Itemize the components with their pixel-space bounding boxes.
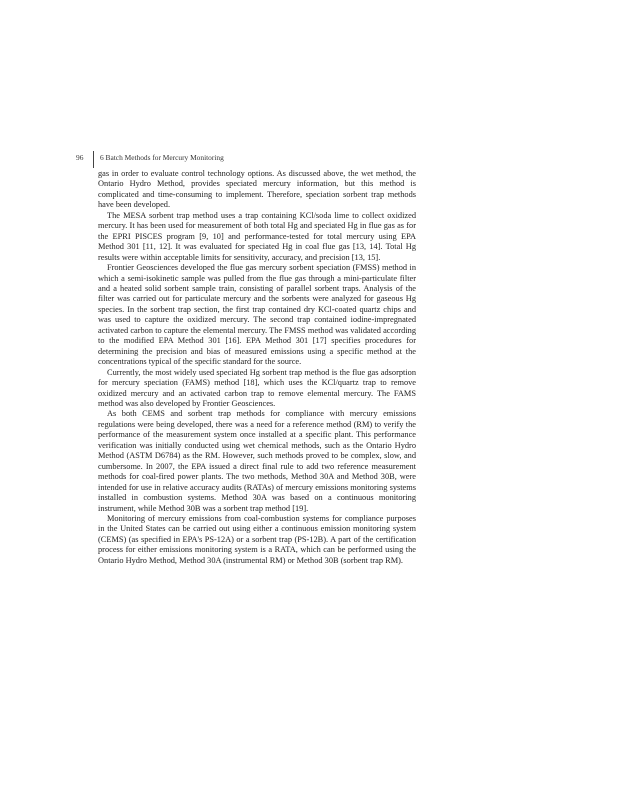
paragraph: Frontier Geosciences developed the flue gas mercury sorbent speciation (FMSS) method in which a semi-isokinetic sample was pulled from the flue gas through a mini-particulate filter and a heated solid sorbent sample train, consisting of parallel sorbent traps. Analysis of the filter was carried out for particulate mercury and the sorbents were analyzed for gaseous Hg species. In the sorbent trap section, the first trap contained dry KCl-coated quartz chips and was used to capture the oxidized mercury. The second trap contained iodine-impregnated activated carbon to capture the elemental mercury. The FMSS method was validated according to the modified EPA Method 301 [16]. EPA Method 301 [17] specifies procedures for determining the precision and bias of measured emissions using a specific method at the concentrations typical of the specific standard for the source. (98, 263, 416, 367)
chapter-title: 6 Batch Methods for Mercury Monitoring (100, 152, 224, 162)
paragraph: Currently, the most widely used speciated Hg sorbent trap method is the flue gas adsorption for mercury speciation (FAMS) method [18], which uses the KCl/quartz trap to remove oxidized mercury and an activated carbon trap to remove elemental mercury. The FAMS method was also developed by Frontier Geosciences. (98, 367, 416, 408)
paragraph: As both CEMS and sorbent trap methods for compliance with mercury emissions regulations were being developed, there was a need for a reference method (RM) to verify the performance of the measurement system once installed at a specific plant. This performance verification was initially conducted using wet chemical methods, such as the Ontario Hydro Method (ASTM D6784) as the RM. However, such methods proved to be complex, slow, and cumbersome. In 2007, the EPA issued a direct final rule to add two reference measurement methods for coal-fired power plants. The two methods, Method 30A and Method 30B, were intended for use in relative accuracy audits (RATAs) of mercury emissions monitoring systems installed in combustion systems. Method 30A was based on a continuous monitoring instrument, while Method 30B was a sorbent trap method [19]. (98, 409, 416, 513)
paragraph: gas in order to evaluate control technology options. As discussed above, the wet method, the Ontario Hydro Method, provides speciated mercury information, but this method is complicated and time-consuming to implement. Therefore, speciation sorbent trap methods have been developed. (98, 169, 416, 210)
page-number: 96 (76, 152, 84, 162)
body-text (98, 169, 416, 566)
paragraph: Monitoring of mercury emissions from coal-combustion systems for compliance purposes in the United States can be carried out using either a continuous emission monitoring system (CEMS) (as specified in EPA's PS-12A) or a sorbent trap (PS-12B). A part of the certification process for either emissions monitoring system is a RATA, which can be performed using the Ontario Hydro Method, Method 30A (instrumental RM) or Method 30B (sorbent trap RM). (98, 513, 416, 565)
running-head (76, 150, 224, 164)
paragraph: The MESA sorbent trap method uses a trap containing KCl/soda lime to collect oxidized mercury. It has been used for measurement of both total Hg and speciated Hg in flue gas as for the EPRI PISCES program [9, 10] and performance-tested for total mercury using EPA Method 301 [11, 12]. It was evaluated for speciated Hg in coal flue gas [13, 14]. Total Hg results were within acceptable limits for sensitivity, accuracy, and precision [13, 15]. (98, 210, 416, 262)
header-divider (93, 151, 94, 168)
